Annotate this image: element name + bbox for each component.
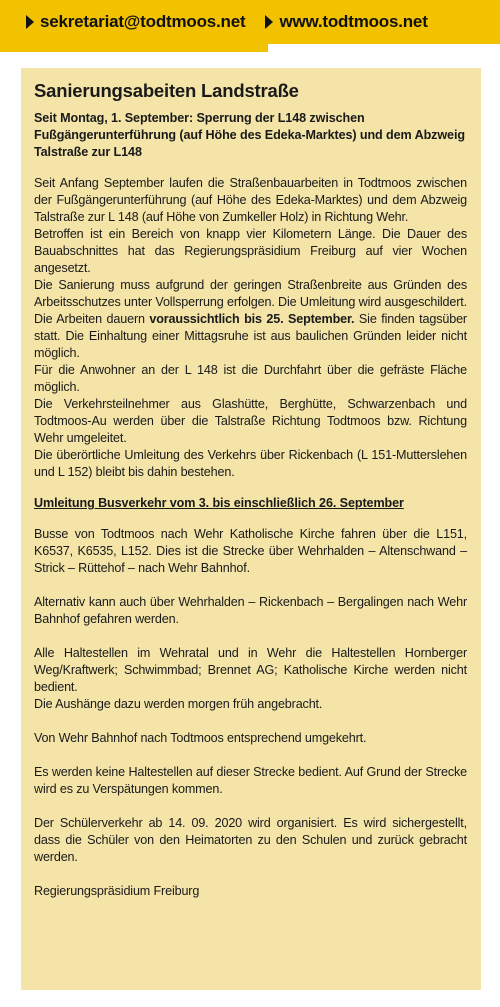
paragraph <box>34 277 467 362</box>
website-link[interactable] <box>265 12 427 32</box>
paragraph: Für die Anwohner an der L 148 ist die Durchfahrt über die gefräste Fläche möglich. <box>34 363 467 394</box>
signature: Regierungspräsidium Freiburg <box>34 884 200 898</box>
article-title: Sanierungsabeiten Landstraße <box>34 80 299 101</box>
paragraph-bold-text: voraussichtlich bis 25. September. <box>149 312 355 326</box>
email-link[interactable] <box>26 12 245 32</box>
email-text: sekretariat@todtmoos.net <box>40 12 246 31</box>
paragraph: Alternativ kann auch über Wehrhalden – Rickenbach – Bergalingen nach Wehr Bahnhof gefahren werden. <box>34 595 467 626</box>
article-subtitle: Seit Montag, 1. September: Sperrung der L148 zwischen Fußgängerunterführung (auf Höhe des Edeka-Marktes) und dem Abzweig Talstraße zur L148 <box>34 111 465 159</box>
paragraph: Alle Haltestellen im Wehratal und in Wehr die Haltestellen Hornberger Weg/Kraftwerk; Schwimmbad; Brennet AG; Katholische Kirche werden nicht bedient. <box>34 646 467 694</box>
arrow-right-icon <box>265 15 273 29</box>
paragraph: Die überörtliche Umleitung des Verkehrs über Rickenbach (L 151-Mutterslehen und L 152) bleibt bis dahin bestehen. <box>34 448 467 479</box>
article-body <box>34 175 467 481</box>
article-box <box>21 68 481 990</box>
paragraph: Betroffen ist ein Bereich von knapp vier Kilometern Länge. Die Dauer des Bauabschnittes hat das Regierungspräsidium Freiburg auf vier Wochen angesetzt. <box>34 227 467 275</box>
paragraph: Seit Anfang September laufen die Straßenbauarbeiten in Todtmoos zwischen der Fußgängerunterführung (auf Höhe des Edeka-Marktes) und dem Abzweig Talstraße zur L 148 (auf Höhe von Zumkeller Holz) in Richtung Wehr. <box>34 176 467 224</box>
paragraph: Die Verkehrsteilnehmer aus Glashütte, Berghütte, Schwarzenbach und Todtmoos-Au werden über die Talstraße Richtung Todtmoos bzw. Richtung Wehr umgeleitet. <box>34 397 467 445</box>
paragraph: Die Aushänge dazu werden morgen früh angebracht. <box>34 697 323 711</box>
paragraph-text: Die Sanierung muss aufgrund der geringen Straßenbreite aus Gründen des Arbeitsschutzes unter Vollsperrung erfolgen. Die Umleitung wird ausgeschildert. Die Arbeiten dauern <box>34 278 467 326</box>
paragraph: Es werden keine Haltestellen auf dieser Strecke bedient. Auf Grund der Strecke wird es zu Verspätungen kommen. <box>34 765 467 796</box>
header-tab-accent <box>0 44 268 52</box>
website-text: www.todtmoos.net <box>279 12 428 31</box>
paragraph: Der Schülerverkehr ab 14. 09. 2020 wird organisiert. Es wird sichergestellt, dass die Schüler von den Heimatorten zu den Schulen und zurück gebracht werden. <box>34 816 467 864</box>
bus-section-body <box>34 526 467 900</box>
paragraph-text: Sie finden tagsüber statt. Die Einhaltung einer Mittagsruhe ist aus baulichen Gründen leider nicht möglich. <box>34 312 467 360</box>
section-heading: Umleitung Busverkehr vom 3. bis einschließlich 26. September <box>34 496 404 510</box>
paragraph: Busse von Todtmoos nach Wehr Katholische Kirche fahren über die L151, K6537, K6535, L152. Dies ist die Strecke über Wehrhalden – Altenschwand – Strick – Rüttehof – nach Wehr Bahnhof. <box>34 527 467 575</box>
contact-header-bar <box>0 0 500 44</box>
arrow-right-icon <box>26 15 34 29</box>
paragraph: Von Wehr Bahnhof nach Todtmoos entsprechend umgekehrt. <box>34 731 367 745</box>
